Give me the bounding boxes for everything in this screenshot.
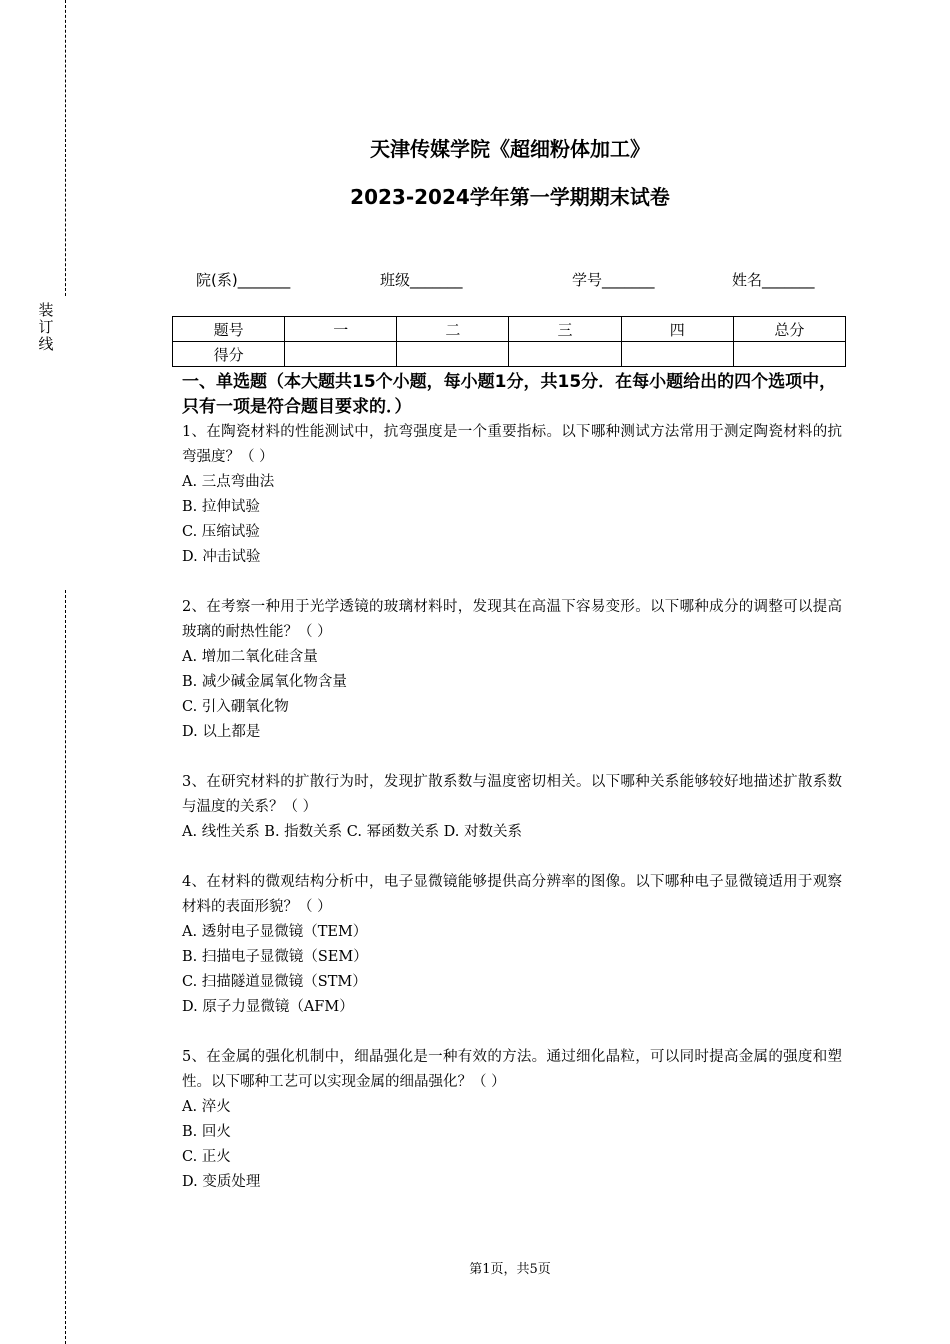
question-options-inline: A. 线性关系 B. 指数关系 C. 幂函数关系 D. 对数关系 xyxy=(182,824,523,840)
question-stem: 1、在陶瓷材料的性能测试中，抗弯强度是一个重要指标。以下哪种测试方法常用于测定陶瓷材料的抗弯强度？（ ） xyxy=(182,424,842,465)
score-input-cell[interactable] xyxy=(509,342,621,367)
question-option: D. 变质处理 xyxy=(182,1174,261,1190)
student-info-row xyxy=(0,269,950,291)
score-table-cell: 一 xyxy=(285,317,397,342)
question-option: B. 拉伸试验 xyxy=(182,499,260,515)
score-table-cell: 题号 xyxy=(173,317,285,342)
question-stem: 4、在材料的微观结构分析中，电子显微镜能够提供高分辨率的图像。以下哪种电子显微镜适用于观察材料的表面形貌？（ ） xyxy=(182,874,842,915)
question-option: A. 淬火 xyxy=(182,1099,231,1115)
exam-content xyxy=(182,370,842,1195)
question-1 xyxy=(182,420,842,570)
score-table-score-row xyxy=(173,342,846,367)
exam-title-line2: 2023-2024学年第一学期期末试卷 xyxy=(350,185,670,209)
question-option: C. 压缩试验 xyxy=(182,524,260,540)
question-option: C. 扫描隧道显微镜（STM） xyxy=(182,974,367,990)
student-id-field[interactable]: 学号_______ xyxy=(572,271,655,289)
question-option: D. 冲击试验 xyxy=(182,549,261,565)
question-option: B. 回火 xyxy=(182,1124,231,1140)
question-option: C. 引入硼氧化物 xyxy=(182,699,289,715)
question-5 xyxy=(182,1045,842,1195)
question-option: A. 三点弯曲法 xyxy=(182,474,275,490)
score-input-cell[interactable] xyxy=(621,342,733,367)
spacer xyxy=(182,745,842,770)
score-row-label: 得分 xyxy=(173,342,285,367)
question-option: D. 以上都是 xyxy=(182,724,261,740)
exam-title-line1: 天津传媒学院《超细粉体加工》 xyxy=(370,137,650,161)
question-option: C. 正火 xyxy=(182,1149,231,1165)
score-input-cell[interactable] xyxy=(733,342,845,367)
page-footer: 第1页，共5页 xyxy=(469,1262,551,1277)
spacer xyxy=(182,570,842,595)
binding-label: 装订线 xyxy=(38,301,54,353)
question-stem: 3、在研究材料的扩散行为时，发现扩散系数与温度密切相关。以下哪种关系能够较好地描述扩散系数与温度的关系？（ ） xyxy=(182,774,842,815)
question-3 xyxy=(182,770,842,845)
question-option: B. 减少碱金属氧化物含量 xyxy=(182,674,347,690)
score-table-header-row xyxy=(173,317,846,342)
score-table-cell: 二 xyxy=(397,317,509,342)
score-input-cell[interactable] xyxy=(397,342,509,367)
spacer xyxy=(182,845,842,870)
binding-dashed-line-bottom xyxy=(65,590,66,1344)
question-stem: 5、在金属的强化机制中，细晶强化是一种有效的方法。通过细化晶粒，可以同时提高金属的强度和塑性。以下哪种工艺可以实现金属的细晶强化？（ ） xyxy=(182,1049,842,1090)
question-option: D. 原子力显微镜（AFM） xyxy=(182,999,354,1015)
question-option: A. 透射电子显微镜（TEM） xyxy=(182,924,368,940)
spacer xyxy=(182,1020,842,1045)
section-heading: 一、单选题（本大题共15个小题，每小题1分，共15分．在每小题给出的四个选项中，只有一项是符合题目要求的．） xyxy=(182,372,837,417)
score-input-cell[interactable] xyxy=(285,342,397,367)
class-field[interactable]: 班级_______ xyxy=(380,271,463,289)
score-table-cell: 四 xyxy=(621,317,733,342)
question-2 xyxy=(182,595,842,745)
score-table xyxy=(172,316,846,367)
question-4 xyxy=(182,870,842,1020)
department-field[interactable]: 院(系)_______ xyxy=(196,271,291,289)
question-option: B. 扫描电子显微镜（SEM） xyxy=(182,949,368,965)
score-table-cell: 总分 xyxy=(733,317,845,342)
question-stem: 2、在考察一种用于光学透镜的玻璃材料时，发现其在高温下容易变形。以下哪种成分的调整可以提高玻璃的耐热性能？（ ） xyxy=(182,599,842,640)
name-field[interactable]: 姓名_______ xyxy=(732,271,815,289)
score-table-cell: 三 xyxy=(509,317,621,342)
question-option: A. 增加二氧化硅含量 xyxy=(182,649,318,665)
